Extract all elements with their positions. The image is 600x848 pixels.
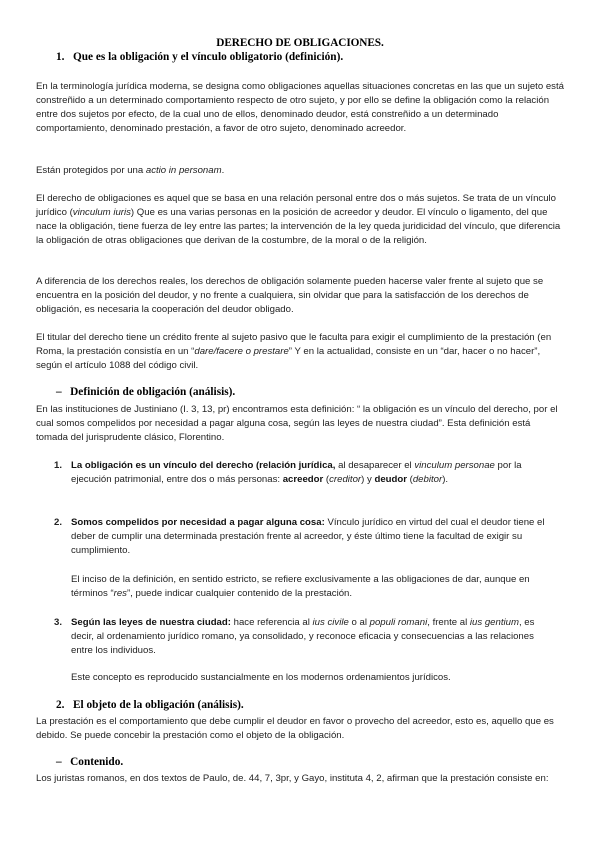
section-1-number: 1. [56, 51, 65, 63]
list-item-3-note: Este concepto es reproducido sustancialmente en los modernos ordenamientos jurídicos. [71, 672, 451, 683]
paragraph-justiniano: En las instituciones de Justiniano (I. 3, 13, pr) encontramos esta definición: “ la obligación es un vínculo del derecho, por el cual somos compelidos por necesidad a pagar alguna cosa, según las leyes de nuestra ciudad”. Esta definición está tomada del jurisprudente clásico, Florentino. [36, 404, 558, 443]
list-item-2-note: El inciso de la definición, en sentido estricto, se refiere exclusivamente a las obligaciones de dar, aunque en términos “res”, puede indicar cualquier contenido de la prestación. [71, 574, 530, 599]
section-2-number: 2. [56, 699, 65, 711]
subheading-definicion-text: Definición de obligación (análisis). [70, 386, 236, 398]
paragraph-titular: El titular del derecho tiene un crédito frente al sujeto pasivo que le faculta para exigir el cumplimiento de la prestación (en Roma, la prestación consistía en un “dare/facere o prestare” Y en la actualidad, consiste en un “dar, hacer o no hacer”, según el artículo 1088 del código civil. [36, 332, 552, 371]
paragraph-derechos-reales: A diferencia de los derechos reales, los derechos de obligación solamente pueden hacerse valer frente al sujeto que se encuentra en la posición del deudor, y no frente a cualquiera, sin olvidar que para la satisfacción de los derechos de obligación, es necesaria la cooperación del deudor obligado. [36, 276, 544, 315]
paragraph-juristas: Los juristas romanos, en dos textos de Paulo, de. 44, 7, 3pr, y Gayo, instituta 4, 2, afirman que la prestación consiste en: [36, 773, 549, 784]
subheading-contenido [56, 756, 123, 768]
list-item-2: 2. Somos compelidos por necesidad a pagar alguna cosa: Vínculo jurídico en virtud del cual el deudor tiene el deber de cumplir una determinada prestación frente al acreedor, y éste último tiene la facultad de exigir su cumplimiento. El inciso de la definición, en sentido estricto, se refiere exclusivamente a las obligaciones de dar, aunque en términos “res”, puede indicar cualquier contenido de la prestación. [54, 517, 545, 599]
list-item-1: 1. La obligación es un vínculo del derecho (relación jurídica, al desaparecer el vinculum personae por la ejecución patrimonial, entre dos o más personas: acreedor (creditor) y deudor (debitor). [54, 460, 522, 485]
section-1-title: Que es la obligación y el vínculo obligatorio (definición). [72, 51, 344, 63]
paragraph-actio: Están protegidos por una actio in personam. [36, 165, 225, 176]
subheading-dash: – [56, 756, 62, 768]
paragraph-vinculum: El derecho de obligaciones es aquel que se basa en una relación personal entre dos o más sujetos. Se trata de un vínculo jurídico (vinculum iuris) Que es una varias personas en la posición de acreedor y deudor. El vínculo o ligamento, del que nace la obligación, tiene fuerza de ley entre las partes; la intervención de la ley queda juridicidad del vínculo, que diferencia la obligación de otras obligaciones que derivan de la costumbre, de la moral o de la religión. [36, 193, 561, 246]
subheading-definicion [56, 386, 235, 398]
subheading-contenido-text: Contenido. [70, 756, 124, 768]
subheading-dash: – [56, 386, 62, 398]
list-item-3: 3. Según las leyes de nuestra ciudad: hace referencia al ius civile o al populi romani, frente al ius gentium, es decir, al ordenamiento jurídico romano, ya consolidado, y reconoce eficacia y consecuencias a las relaciones entre los individuos. Este concepto es reproducido sustancialmente en los modernos ordenamientos jurídicos. [54, 616, 564, 691]
section-2-heading [56, 699, 244, 711]
paragraph-objeto: La prestación es el comportamiento que debe cumplir el deudor en favor o provecho del acreedor, esto es, aquello que es debido. Se puede concebir la prestación como el objeto de la obligación. [36, 716, 554, 741]
paragraph-definition: En la terminología jurídica moderna, se designa como obligaciones aquellas situaciones concretas en las que un sujeto está constreñido a un determinado comportamiento respecto de otro sujeto, y por ello se define la obligación como la relación entre dos sujetos por efecto, de la cual uno de ellos, denominado deudor, está constreñido a un determinado comportamiento, denominado prestación, a favor de otro sujeto, denominado acreedor. [36, 81, 564, 134]
section-1-heading [56, 51, 343, 63]
section-2-title: El objeto de la obligación (análisis). [72, 699, 244, 711]
document-title: DERECHO DE OBLIGACIONES. [216, 37, 384, 49]
